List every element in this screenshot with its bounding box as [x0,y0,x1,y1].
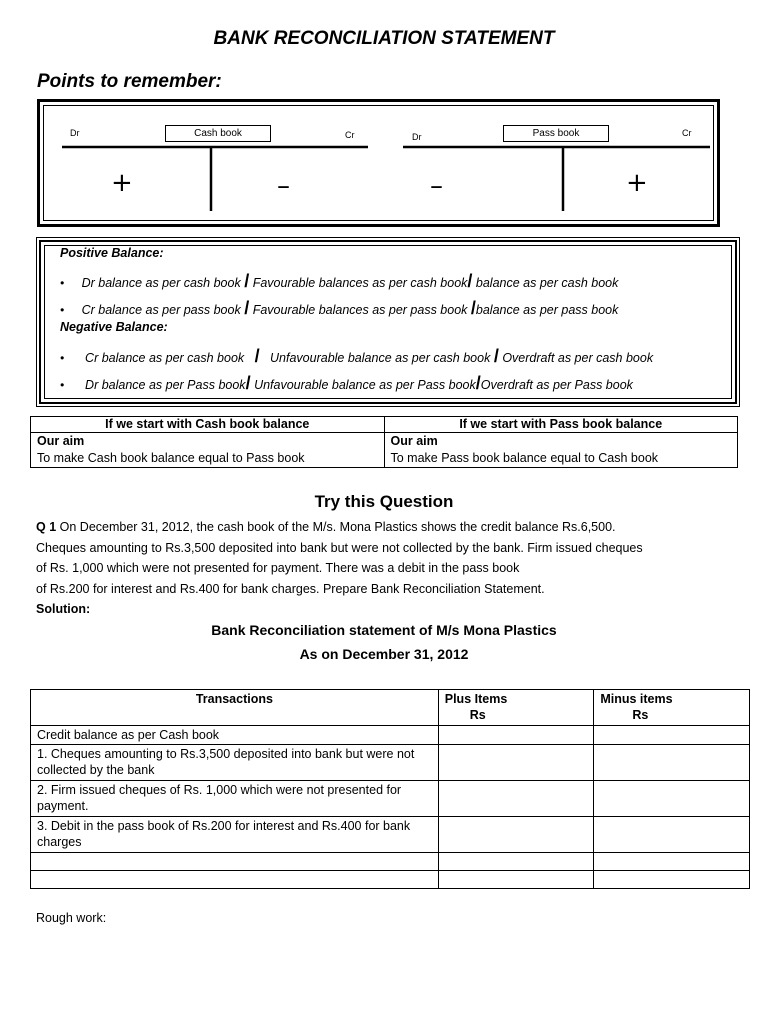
separator-slash: / [245,373,251,393]
pass-book-cr-label: Cr [682,128,692,138]
balance-text: Overdraft as per Pass book [480,378,633,392]
negative-balance-heading: Negative Balance: [60,320,168,334]
minus-items-header [594,690,750,726]
aim-table-header-pass: If we start with Pass book balance [384,417,738,433]
cash-book-cr-label: Cr [345,130,355,140]
negative-balance-item [60,373,633,394]
statement-date: As on December 31, 2012 [299,646,469,662]
solution-label: Solution: [36,602,91,616]
minus-items-label: Minus items [600,692,673,706]
pass-book-box: Pass book [503,125,609,142]
pass-book-dr-label: Dr [412,132,422,142]
question-text: On December 31, 2012, the cash book of the M/s. Mona Plastics shows the credit balance Rs.6,500. [59,520,616,534]
plus-cell [438,817,594,853]
table-row-label: 1. Cheques amounting to Rs.3,500 deposited into bank but were not collected by the bank [31,745,439,781]
balance-text: balance as per cash book [475,276,619,290]
separator-slash: / [244,271,250,291]
plus-cell [438,871,594,889]
question-line [36,517,616,537]
aim-label: Our aim [37,434,85,448]
aim-table-header-cash: If we start with Cash book balance [31,417,385,433]
separator-slash: / [470,298,476,318]
aim-table [30,416,738,468]
question-line: of Rs.200 for interest and Rs.400 for bank charges. Prepare Bank Reconciliation Statement. [36,582,545,596]
minus-cell [594,781,750,817]
transactions-table [30,689,750,889]
balance-text: Cr balance as per pass book [81,303,241,317]
separator-slash: / [475,373,481,393]
table-row-label: 3. Debit in the pass book of Rs.200 for interest and Rs.400 for bank charges [31,817,439,853]
table-row-label: 2. Firm issued cheques of Rs. 1,000 which were not presented for payment. [31,781,439,817]
aim-label: Our aim [390,434,438,448]
balance-text: Overdraft as per cash book [502,351,654,365]
table-row-label [31,871,439,889]
balance-text: Favourable balances as per cash book [252,276,468,290]
aim-table-cell-pass [384,433,738,468]
pass-book-plus-sign: + [626,168,648,198]
positive-balance-heading: Positive Balance: [60,246,164,260]
table-row-label [31,853,439,871]
cash-book-plus-sign: + [111,168,133,198]
t-account-lines [0,0,768,240]
minus-cell [594,745,750,781]
balance-text: Dr balance as per cash book [81,276,241,290]
separator-slash: / [493,346,499,366]
positive-balance-item [60,271,618,292]
transactions-header: Transactions [31,690,439,726]
aim-text: To make Pass book balance equal to Cash book [390,451,659,465]
rough-work-label: Rough work: [36,911,107,925]
cash-book-minus-sign: – [277,171,290,201]
pass-book-minus-sign: – [430,171,443,201]
separator-slash: / [254,346,260,366]
plus-cell [438,745,594,781]
bullet: • [60,303,65,317]
try-question-heading: Try this Question [314,492,454,511]
aim-text: To make Cash book balance equal to Pass book [37,451,305,465]
plus-cell [438,853,594,871]
positive-balance-item [60,298,618,319]
plus-items-label: Plus Items [444,692,508,706]
plus-cell [438,726,594,745]
balance-text: balance as per pass book [475,303,619,317]
question-line: of Rs. 1,000 which were not presented for payment. There was a debit in the pass book [36,561,520,575]
balance-text: Cr balance as per cash book [85,351,245,365]
cash-book-box: Cash book [165,125,271,142]
balance-text: Unfavourable balance as per Pass book [254,378,476,392]
balance-text: Favourable balances as per pass book [252,303,468,317]
separator-slash: / [467,271,473,291]
plus-items-header [438,690,594,726]
minus-items-unit: Rs [632,708,649,722]
bullet: • [60,378,65,392]
negative-balance-item [60,346,653,367]
question-label: Q 1 [36,520,57,534]
plus-cell [438,781,594,817]
bullet: • [60,276,65,290]
table-row-label: Credit balance as per Cash book [31,726,439,745]
page-title: BANK RECONCILIATION STATEMENT [213,28,555,49]
separator-slash: / [244,298,250,318]
plus-items-unit: Rs [469,708,486,722]
balance-text: Unfavourable balance as per cash book [270,351,491,365]
minus-cell [594,853,750,871]
aim-table-cell-cash [31,433,385,468]
points-heading: Points to remember: [37,71,222,92]
minus-cell [594,726,750,745]
minus-cell [594,871,750,889]
bullet: • [60,351,65,365]
minus-cell [594,817,750,853]
balance-text: Dr balance as per Pass book [85,378,246,392]
statement-title: Bank Reconciliation statement of M/s Mona Plastics [211,622,557,638]
cash-book-dr-label: Dr [70,128,80,138]
question-line: Cheques amounting to Rs.3,500 deposited into bank but were not collected by the bank. Firm issued cheques [36,541,643,555]
